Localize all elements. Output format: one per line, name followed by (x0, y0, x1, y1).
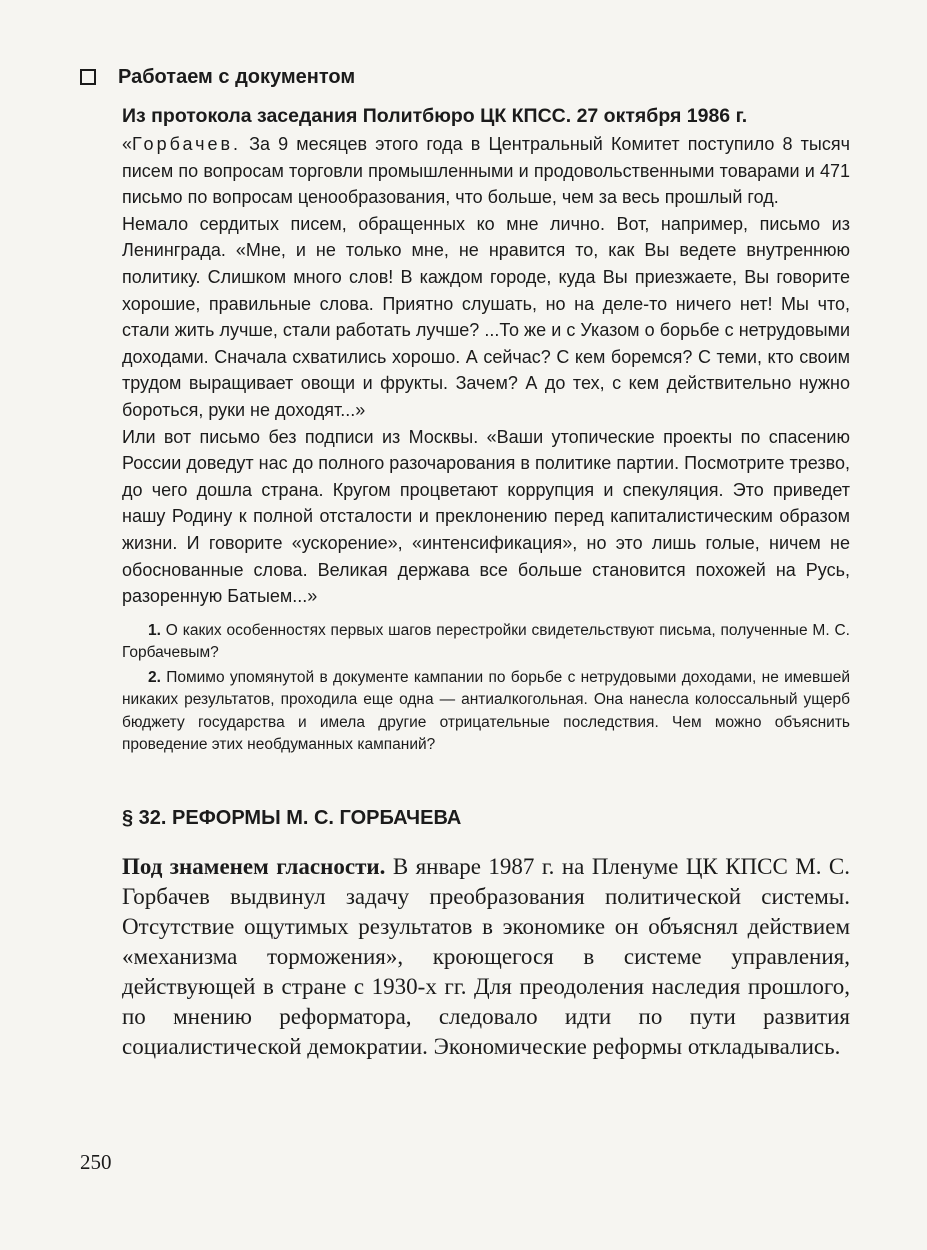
paragraph-text: За 9 месяцев этого года в Центральный Комитет поступило 8 тысяч писем по вопросам торговли промышленными и продовольственными товарами и 471 письмо по вопросам ценообразования, что больше, чем за весь прошлый год. (122, 134, 850, 208)
section-lead: Под знаменем гласности. (122, 853, 386, 879)
question-text: Помимо упомянутой в документе кампании по борьбе с нетрудовыми доходами, не имевшей никаких результатов, проходила еще одна — антиалкогольная. Она нанесла колоссальный ущерб бюджету государства и имела другие отрицательные последствия. Чем можно объяснить проведение этих необдуманных кампаний? (122, 668, 850, 754)
document-paragraph (122, 424, 850, 610)
question-number: 2. (148, 668, 161, 686)
page (80, 62, 850, 1062)
document-title: Из протокола заседания Политбюро ЦК КПСС. 27 октября 1986 г. (122, 105, 748, 127)
document-heading-text: Работаем с документом (118, 65, 356, 88)
document-paragraph: «Горбачев. За 9 месяцев этого года в Центральный Комитет поступило 8 тысяч писем по вопросам торговли промышленными и продовольственными товарами и 471 письмо по вопросам ценообразования, что больше, чем за весь прошлый год. (122, 134, 850, 208)
document-paragraph (122, 211, 850, 424)
document-heading (80, 62, 850, 92)
checkbox-icon (80, 69, 96, 85)
document-body (80, 131, 850, 610)
paragraph-text: Немало сердитых писем, обращенных ко мне лично. Вот, например, письмо из Ленинграда. «Мне, и не только мне, не нравится то, как Вы ведете внутреннюю политику. Слишком много слов! В каждом городе, куда Вы приезжаете, Вы говорите хорошие, правильные слова. Приятно слушать, но на деле-то ничего нет! Мы что, стали жить лучше, стали работать лучше? ...То же и с Указом о борьбе с нетрудовыми доходами. Сначала схватились хорошо. А сейчас? С кем боремся? С теми, кто своим трудом выращивает овощи и фрукты. Зачем? А до тех, с кем действительно нужно бороться, руки не доходят...» (122, 213, 850, 420)
question-item (96, 620, 850, 665)
section-text: В январе 1987 г. на Пленуме ЦК КПСС М. С. Горбачев выдвинул задачу преобразования политической системы. Отсутствие ощутимых результатов в экономике он объяснял действием «механизма торможения», кроющегося в системе управления, действующей в стране с 1930-х гг. Для преодоления наследия прошлого, по мнению реформатора, следовало идти по пути развития социалистической демократии. Экономические реформы откладывались. (122, 853, 851, 1059)
paragraph-text: Или вот письмо без подписи из Москвы. «Ваши утопические проекты по спасению России доведут нас до полного разочарования в политике партии. Посмотрите трезво, до чего дошла страна. Кругом процветают коррупция и спекуляция. Это приведет нашу Родину к полной отсталости и преклонению перед капиталистическим образом жизни. И говорите «ускорение», «интенсификация», но это лишь голые, ничем не обоснованные слова. Великая держава все больше становится похожей на Русь, разоренную Батыем...» (122, 426, 850, 607)
question-item (96, 667, 850, 757)
speaker-name: Горбачев. (132, 134, 242, 154)
question-number: 1. (148, 621, 161, 639)
section-title: § 32. РЕФОРМЫ М. С. ГОРБАЧЕВА (122, 806, 462, 829)
section-body (122, 852, 850, 1062)
question-text: О каких особенностях первых шагов перестройки свидетельствуют письма, полученные М. С. Горбачевым? (122, 621, 850, 662)
questions-block (122, 620, 850, 757)
page-number: 250 (80, 1150, 112, 1174)
